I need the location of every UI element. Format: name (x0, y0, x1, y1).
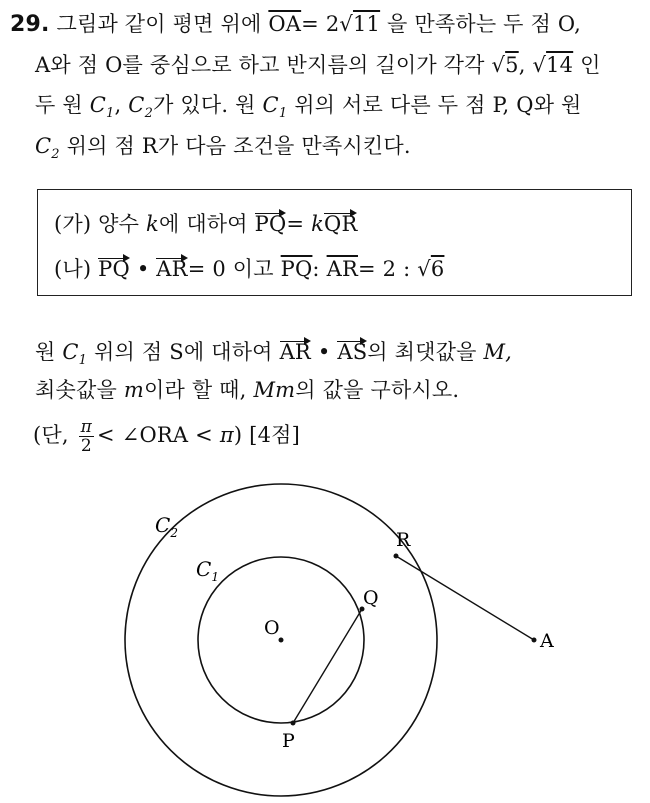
circle-c1-label: $C_1$ (262, 93, 288, 122)
var-max: M, (483, 340, 513, 364)
line3-text-b: 가 있다. 원 (153, 93, 256, 117)
line1-rest: 을 만족하는 두 점 O, (387, 12, 581, 36)
dot-product: • (136, 257, 150, 281)
note-inequality: < ∠ORA < (97, 423, 213, 447)
segment-pq: $\overline{PQ}$ (280, 257, 313, 281)
condition-ga-label: (가) 양수 (54, 212, 140, 236)
var-pi: π (219, 423, 234, 447)
label-c1: $C_1$ (196, 557, 219, 584)
vector-pq: PQ (254, 212, 287, 236)
vector-pq: PQ (98, 257, 130, 281)
line4-text: 위의 점 R가 다음 조건을 만족시킨다. (66, 134, 411, 158)
question-text-f: 의 값을 구하시오. (295, 378, 460, 402)
var-k: k (311, 212, 325, 236)
line1-text: 그림과 같이 평면 위에 (56, 12, 262, 36)
vector-ar: AR (156, 257, 188, 281)
label-q: Q (363, 587, 379, 609)
line2-text: A와 점 O를 중심으로 하고 반지름의 길이가 각각 (35, 53, 485, 77)
segment-oa: $\overline{OA}$ (268, 12, 302, 36)
dot-product: • (317, 340, 331, 364)
equals: = (286, 212, 305, 236)
circle-c1-label: $C_1$ (62, 340, 88, 369)
problem-number: 29. (10, 12, 50, 37)
question-text-d: 최솟값을 (35, 378, 117, 402)
note-open: (단, (33, 423, 69, 447)
ratio: = 2 : (357, 257, 411, 281)
line2-end: 인 (580, 53, 601, 77)
segment-ra-line (396, 556, 534, 640)
sqrt-5: √5 (491, 53, 519, 77)
comma: , (518, 53, 526, 77)
vector-ar: AR (279, 340, 311, 364)
label-r: R (396, 529, 411, 551)
points-label: [4점] (249, 423, 301, 447)
condition-na-text: = 0 이고 (187, 257, 274, 281)
label-o: O (264, 617, 280, 639)
sqrt-6: √6 (417, 257, 445, 281)
point-r (394, 554, 399, 559)
segment-ar: $\overline{AR}$ (326, 257, 358, 281)
condition-na-label: (나) (54, 257, 92, 281)
sqrt-14: √14 (532, 53, 574, 77)
line1-eq: = 2 (301, 12, 340, 36)
condition-ga-text: 에 대하여 (158, 212, 248, 236)
label-a: A (540, 630, 554, 652)
question-text-e: 이라 할 때, (143, 378, 247, 402)
question-text-c: 의 최댓값을 (367, 340, 477, 364)
circle-c1-label: $C_1$ (89, 93, 115, 122)
question-text-a: 원 (35, 340, 56, 364)
comma: , (114, 93, 122, 117)
vector-as: AS (337, 340, 368, 364)
label-p: P (282, 730, 295, 752)
line3-text-a: 두 원 (35, 93, 83, 117)
point-a (532, 638, 537, 643)
colon: : (312, 257, 320, 281)
fraction-pi-over-2: $\frac{\pi}{2}$ (80, 417, 93, 456)
line3-text-c: 위의 서로 다른 두 점 P, Q와 원 (294, 93, 582, 117)
circle-c2-label: $C_2$ (35, 134, 60, 163)
vector-qr: QR (324, 212, 358, 236)
sqrt-11: √11 (339, 12, 381, 36)
var-k: k (146, 212, 159, 236)
circle-c2-label: $C_2$ (128, 93, 154, 122)
note-close: ) (233, 423, 243, 447)
segment-pq-line (293, 609, 362, 723)
var-product: Mm (253, 378, 296, 402)
var-min: m (123, 378, 144, 402)
question-text-b: 위의 점 S에 대하여 (94, 340, 273, 364)
label-c2: $C_2$ (155, 513, 178, 540)
point-p (291, 721, 296, 726)
